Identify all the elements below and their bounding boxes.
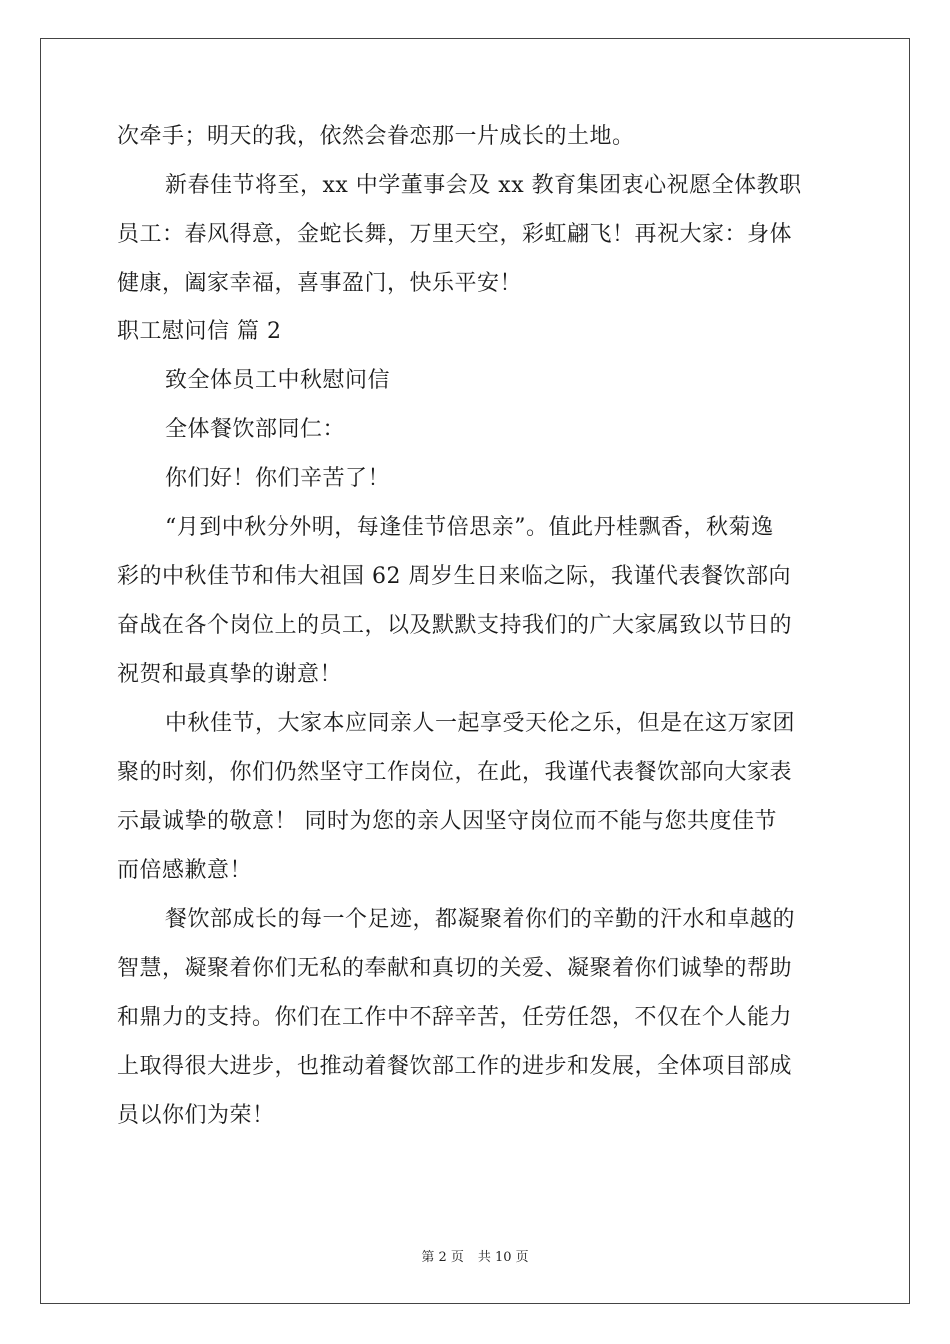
text-line: 员以你们为荣！ <box>117 1103 275 1128</box>
text-line: 中秋佳节，大家本应同亲人一起享受天伦之乐，但是在这万家团 <box>165 711 796 736</box>
text-line: 奋战在各个岗位上的员工，以及默默支持我们的广大家属致以节日的 <box>117 613 793 638</box>
text-line: 员工：春风得意，金蛇长舞，万里天空，彩虹翩飞！再祝大家：身体 <box>117 222 793 247</box>
salutation: 全体餐饮部同仁： <box>165 417 346 442</box>
text-line: “月到中秋分外明，每逢佳节倍思亲”。值此丹桂飘香，秋菊逸 <box>165 515 774 540</box>
letter-title: 致全体员工中秋慰问信 <box>165 368 391 393</box>
text-line: 而倍感歉意！ <box>117 858 253 883</box>
text-line: 聚的时刻，你们仍然坚守工作岗位，在此，我谨代表餐饮部向大家表 <box>117 760 793 785</box>
text-line: 餐饮部成长的每一个足迹，都凝聚着你们的辛勤的汗水和卓越的 <box>165 907 796 932</box>
section-heading: 职工慰问信 篇 2 <box>117 319 282 344</box>
page-number: 第 2 页 <box>421 1250 464 1265</box>
text-line: 示最诚挚的敬意！ 同时为您的亲人因坚守岗位而不能与您共度佳节 <box>117 809 777 834</box>
page-total: 共 10 页 <box>477 1250 529 1265</box>
text-line: 彩的中秋佳节和伟大祖国 62 周岁生日来临之际，我谨代表餐饮部向 <box>117 564 791 589</box>
text-line: 健康，阖家幸福，喜事盈门，快乐平安！ <box>117 271 523 296</box>
page-footer <box>0 1246 950 1265</box>
text-line: 次牵手；明天的我，依然会眷恋那一片成长的土地。 <box>117 124 635 149</box>
text-line: 智慧，凝聚着你们无私的奉献和真切的关爱、凝聚着你们诚挚的帮助 <box>117 956 793 981</box>
text-line: 祝贺和最真挚的谢意！ <box>117 662 343 687</box>
greeting: 你们好！你们辛苦了！ <box>165 466 391 491</box>
text-line: 新春佳节将至，xx 中学董事会及 xx 教育集团衷心祝愿全体教职 <box>165 173 802 198</box>
text-line: 和鼎力的支持。你们在工作中不辞辛苦，任劳任怨，不仅在个人能力 <box>117 1005 793 1030</box>
text-line: 上取得很大进步，也推动着餐饮部工作的进步和发展，全体项目部成 <box>117 1054 793 1079</box>
